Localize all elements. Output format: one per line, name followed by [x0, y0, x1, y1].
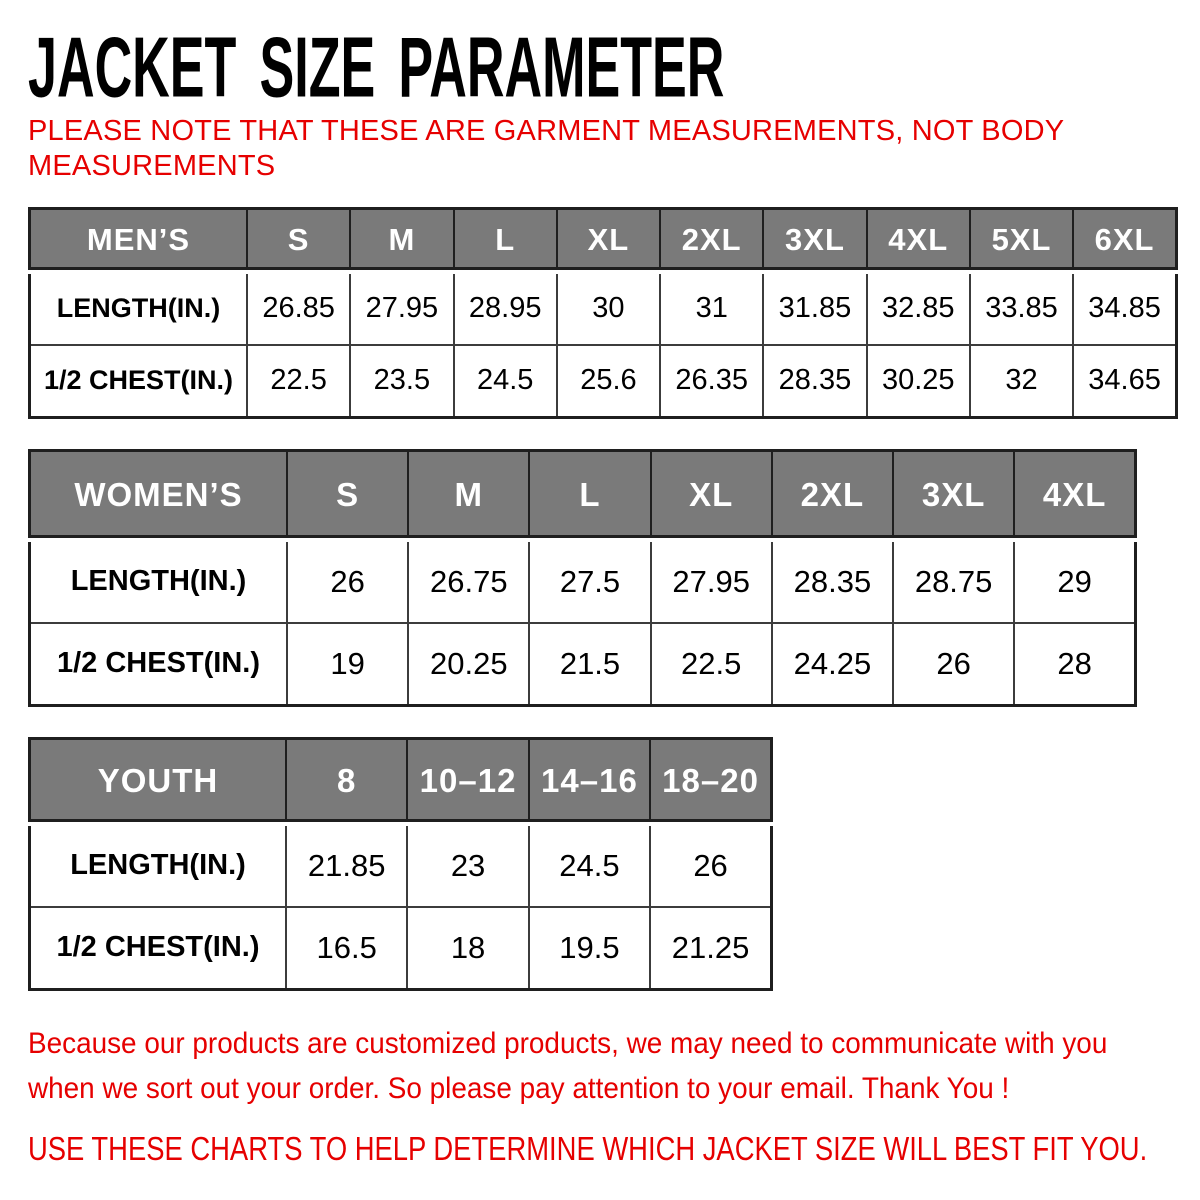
measurement-value-cell: 28 [1014, 623, 1135, 706]
mens-size-table [28, 207, 1178, 419]
row-label-cell: LENGTH(IN.) [30, 824, 287, 907]
measurement-value-cell: 21.85 [286, 824, 407, 907]
measurement-value-cell: 26.85 [247, 272, 350, 345]
row-label-cell: 1/2 CHEST(IN.) [30, 623, 288, 706]
customization-notice-line-2: when we sort out your order. So please pay attention to your email. Thank You ! [28, 1072, 1010, 1106]
row-label-cell: LENGTH(IN.) [30, 540, 288, 623]
size-header-cell: 4XL [1014, 450, 1135, 540]
measurement-value-cell: 31.85 [763, 272, 866, 345]
measurement-value-cell: 26.35 [660, 345, 763, 418]
measurement-row [30, 824, 772, 907]
measurement-value-cell: 20.25 [408, 623, 529, 706]
measurement-value-cell: 23 [407, 824, 528, 907]
measurement-value-cell: 28.75 [893, 540, 1014, 623]
measurement-value-cell: 34.65 [1073, 345, 1176, 418]
measurement-value-cell: 21.25 [650, 907, 771, 990]
size-header-cell: 6XL [1073, 208, 1176, 272]
measurement-value-cell: 26 [287, 540, 408, 623]
measurement-value-cell: 26.75 [408, 540, 529, 623]
size-header-row [30, 738, 772, 824]
measurement-value-cell: 27.95 [651, 540, 772, 623]
measurement-value-cell: 22.5 [247, 345, 350, 418]
measurement-row [30, 272, 1177, 345]
size-header-cell: 18–20 [650, 738, 771, 824]
row-label-cell: 1/2 CHEST(IN.) [30, 907, 287, 990]
row-label-cell: 1/2 CHEST(IN.) [30, 345, 248, 418]
size-header-cell: 8 [286, 738, 407, 824]
table-category-cell: YOUTH [30, 738, 287, 824]
size-header-row [30, 208, 1177, 272]
measurement-value-cell: 28.35 [772, 540, 893, 623]
size-header-cell: XL [651, 450, 772, 540]
note-line-1: PLEASE NOTE THAT THESE ARE GARMENT MEASUREMENTS, NOT BODY [28, 115, 1065, 147]
measurement-value-cell: 18 [407, 907, 528, 990]
measurement-row [30, 345, 1177, 418]
measurement-value-cell: 22.5 [651, 623, 772, 706]
measurement-value-cell: 23.5 [350, 345, 453, 418]
size-header-cell: 2XL [772, 450, 893, 540]
measurement-value-cell: 29 [1014, 540, 1135, 623]
measurement-value-cell: 16.5 [286, 907, 407, 990]
youth-size-table [28, 737, 773, 991]
garment-measurement-note [28, 114, 1180, 185]
measurement-value-cell: 26 [893, 623, 1014, 706]
measurement-row [30, 623, 1136, 706]
measurement-value-cell: 27.95 [350, 272, 453, 345]
customization-notice [28, 1021, 1180, 1112]
measurement-value-cell: 34.85 [1073, 272, 1176, 345]
size-header-row [30, 450, 1136, 540]
measurement-value-cell: 30.25 [867, 345, 970, 418]
measurement-value-cell: 28.95 [454, 272, 557, 345]
size-header-cell: 2XL [660, 208, 763, 272]
size-header-cell: 4XL [867, 208, 970, 272]
measurement-value-cell: 32 [970, 345, 1073, 418]
measurement-value-cell: 32.85 [867, 272, 970, 345]
measurement-value-cell: 33.85 [970, 272, 1073, 345]
measurement-value-cell: 24.25 [772, 623, 893, 706]
size-header-cell: S [287, 450, 408, 540]
size-header-cell: 10–12 [407, 738, 528, 824]
measurement-value-cell: 28.35 [763, 345, 866, 418]
size-header-cell: M [350, 208, 453, 272]
measurement-value-cell: 24.5 [454, 345, 557, 418]
table-category-cell: MEN’S [30, 208, 248, 272]
size-header-cell: M [408, 450, 529, 540]
measurement-value-cell: 19.5 [529, 907, 650, 990]
measurement-value-cell: 31 [660, 272, 763, 345]
measurement-row [30, 907, 772, 990]
size-header-cell: L [454, 208, 557, 272]
size-header-cell: L [529, 450, 650, 540]
size-header-cell: 5XL [970, 208, 1073, 272]
page-title: JACKET SIZE PARAMETER [28, 18, 725, 115]
chart-usage-note: USE THESE CHARTS TO HELP DETERMINE WHICH JACKET SIZE WILL BEST FIT YOU. [28, 1129, 1148, 1167]
size-header-cell: 14–16 [529, 738, 650, 824]
measurement-value-cell: 26 [650, 824, 771, 907]
customization-notice-line-1: Because our products are customized products, we may need to communicate with you [28, 1026, 1108, 1060]
size-header-cell: 3XL [763, 208, 866, 272]
row-label-cell: LENGTH(IN.) [30, 272, 248, 345]
measurement-value-cell: 27.5 [529, 540, 650, 623]
womens-size-table [28, 449, 1137, 707]
size-header-cell: XL [557, 208, 660, 272]
measurement-row [30, 540, 1136, 623]
measurement-value-cell: 30 [557, 272, 660, 345]
measurement-value-cell: 25.6 [557, 345, 660, 418]
table-category-cell: WOMEN’S [30, 450, 288, 540]
measurement-value-cell: 19 [287, 623, 408, 706]
note-line-2: MEASUREMENTS [28, 150, 276, 183]
measurement-value-cell: 21.5 [529, 623, 650, 706]
page-title-wrap [28, 18, 1180, 115]
measurement-value-cell: 24.5 [529, 824, 650, 907]
size-header-cell: 3XL [893, 450, 1014, 540]
size-header-cell: S [247, 208, 350, 272]
